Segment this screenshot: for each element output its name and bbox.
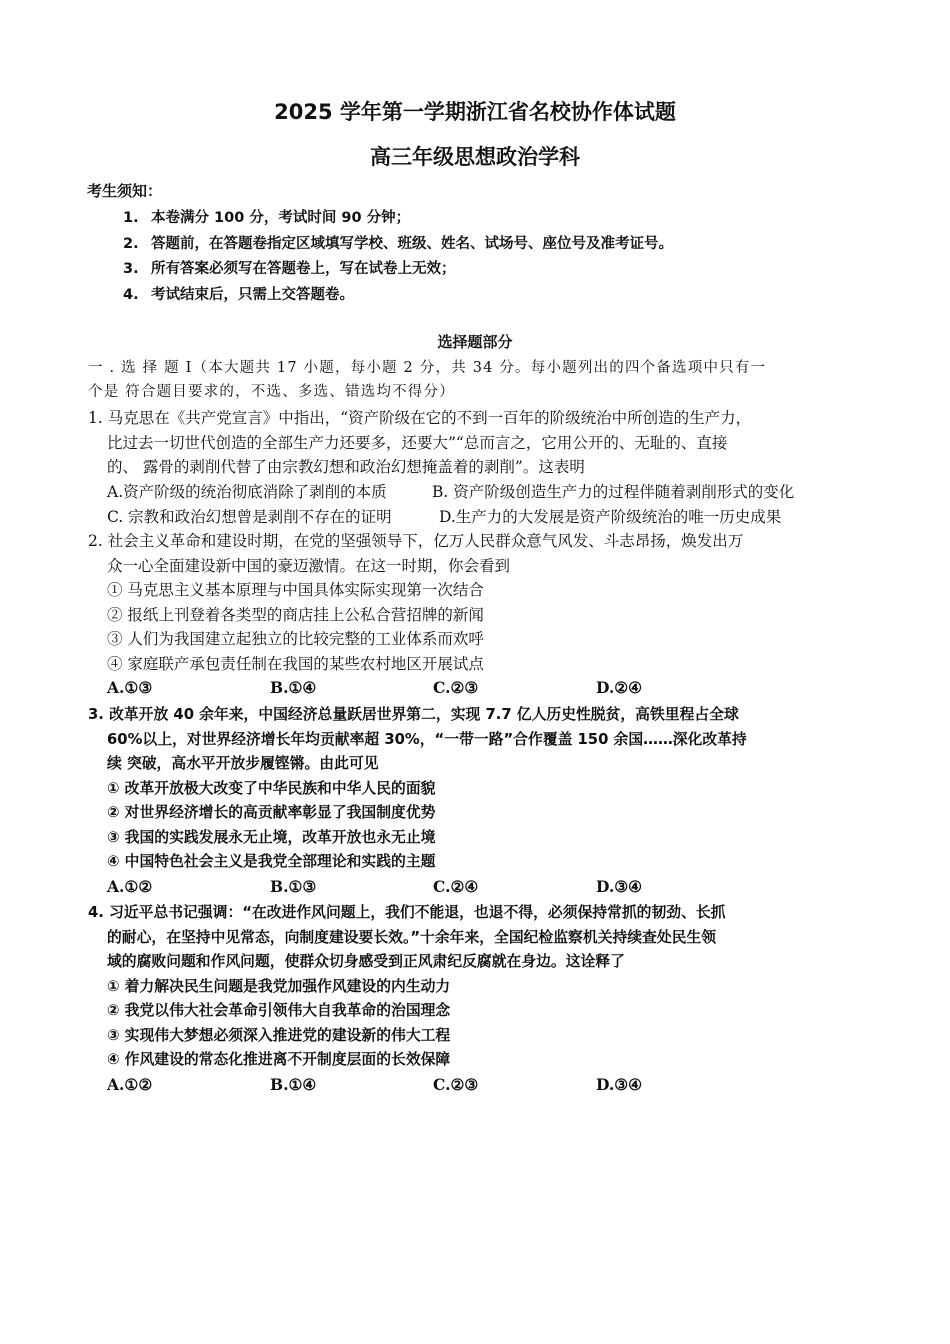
statement: ① 马克思主义基本原理与中国具体实际实现第一次结合 — [107, 581, 484, 599]
option-c: C.②③ — [433, 1074, 479, 1094]
statement: ④ 中国特色社会主义是我党全部理论和实践的主题 — [107, 853, 436, 870]
question-stem: 的、 露骨的剥削代替了由宗教幻想和政治幻想掩盖着的剥削”。这表明 — [107, 458, 585, 476]
exam-subject: 高三年级思想政治学科 — [370, 145, 580, 169]
statement: ④ 家庭联产承包责任制在我国的某些农村地区开展试点 — [107, 654, 484, 673]
statement: ④ 作风建设的常态化推进离不开制度层面的长效保障 — [107, 1051, 451, 1068]
question-stem: 域的腐败问题和作风问题，使群众切身感受到正风肃纪反腐就在身边。这诠释了 — [107, 953, 625, 970]
question-1 — [88, 406, 858, 530]
question-stem: 众一心全面建设新中国的豪迈激情。在这一时期，你会看到 — [107, 556, 511, 575]
option-a: A.①② — [107, 1074, 153, 1094]
section-title: 选择题部分 — [437, 333, 513, 351]
option-row — [88, 1073, 858, 1098]
choice-a: A.资产阶级的统治彻底消除了剥削的本质 — [107, 482, 387, 501]
choice-d: D.生产力的大发展是资产阶级统治的唯一历史成果 — [439, 508, 782, 526]
question-4 — [88, 901, 858, 1097]
question-stem: 2. 社会主义革命和建设时期，在党的坚强领导下，亿万人民群众意气风发、斗志昂扬，焕发出万 — [88, 532, 744, 550]
option-d: D.②④ — [596, 678, 643, 697]
statement: ③ 人们为我国建立起独立的比较完整的工业体系而欢呼 — [107, 630, 484, 648]
statement: ③ 我国的实践发展永无止境，改革开放也永无止境 — [107, 828, 436, 846]
option-c: C.②④ — [433, 876, 479, 896]
statement: ① 改革开放极大改变了中华民族和中华人民的面貌 — [107, 779, 436, 797]
question-2 — [88, 529, 858, 701]
option-d: D.③④ — [596, 1074, 643, 1094]
question-stem: 4. 习近平总书记强调：“在改进作风问题上，我们不能退，也退不得，必须保持常抓的韧劲、长抓 — [88, 904, 726, 921]
option-row — [88, 875, 858, 900]
choice-c: C. 宗教和政治幻想曾是剥削不存在的证明 — [107, 508, 392, 526]
option-b: B.①④ — [270, 1074, 317, 1094]
notice-item: 1. 本卷满分 100 分，考试时间 90 分钟； — [123, 210, 411, 226]
option-a: A.①② — [107, 876, 153, 896]
option-b: B.①④ — [270, 678, 317, 697]
section-instruction: 一 . 选 择 题 I（本大题共 17 小题，每小题 2 分，共 34 分。每小题列出的四个备选项中只有一 个是 符合题目要求的，不选、多选、错选均不得分） — [88, 360, 767, 400]
statement: ② 我党以伟大社会革命引领伟大自我革命的治国理念 — [107, 1002, 451, 1019]
question-stem: 比过去一切世代创造的全部生产力还要多，还要大”“总而言之，它用公开的、无耻的、直接 — [107, 433, 728, 452]
statement: ② 对世界经济增长的高贡献率彰显了我国制度优势 — [107, 804, 436, 821]
choice-b: B. 资产阶级创造生产力的过程伴随着剥削形式的变化 — [432, 482, 795, 501]
question-stem: 60%以上，对世界经济增长年均贡献率超 30%，“一带一路”合作覆盖 150 余国……深化改革持 — [107, 730, 747, 748]
option-row — [88, 676, 858, 701]
option-b: B.①③ — [270, 876, 317, 896]
choice-row — [88, 480, 858, 505]
notice-heading: 考生须知： — [87, 182, 163, 200]
question-stem: 续 突破，高水平开放步履铿锵。由此可见 — [107, 755, 379, 772]
question-3 — [88, 703, 858, 899]
choice-row — [88, 505, 858, 530]
statement: ② 报纸上刊登着各类型的商店挂上公私合营招牌的新闻 — [107, 605, 484, 624]
notice-list — [123, 206, 883, 308]
option-c: C.②③ — [433, 678, 479, 697]
option-d: D.③④ — [596, 876, 643, 896]
statement: ③ 实现伟大梦想必须深入推进党的建设新的伟大工程 — [107, 1026, 451, 1044]
notice-item: 3. 所有答案必须写在答题卷上，写在试卷上无效； — [123, 261, 456, 277]
notice-item: 2. 答题前，在答题卷指定区域填写学校、班级、姓名、试场号、座位号及准考证号。 — [123, 235, 673, 252]
question-stem: 3. 改革开放 40 余年来，中国经济总量跃居世界第二，实现 7.7 亿人历史性脱贫，高铁里程占全球 — [88, 706, 739, 723]
question-stem: 1. 马克思在《共产党宣言》中指出，“资产阶级在它的不到一百年的阶级统治中所创造的生产力， — [88, 409, 752, 427]
option-a: A.①③ — [107, 678, 153, 697]
question-stem: 的耐心，在坚持中见常态，向制度建设要长效。”十余年来，全国纪检监察机关持续查处民生领 — [107, 928, 717, 946]
exam-title: 2025 学年第一学期浙江省名校协作体试题 — [274, 100, 676, 124]
notice-item: 4. 考试结束后，只需上交答题卷。 — [123, 286, 354, 303]
statement: ① 着力解决民生问题是我党加强作风建设的内生动力 — [107, 977, 451, 995]
